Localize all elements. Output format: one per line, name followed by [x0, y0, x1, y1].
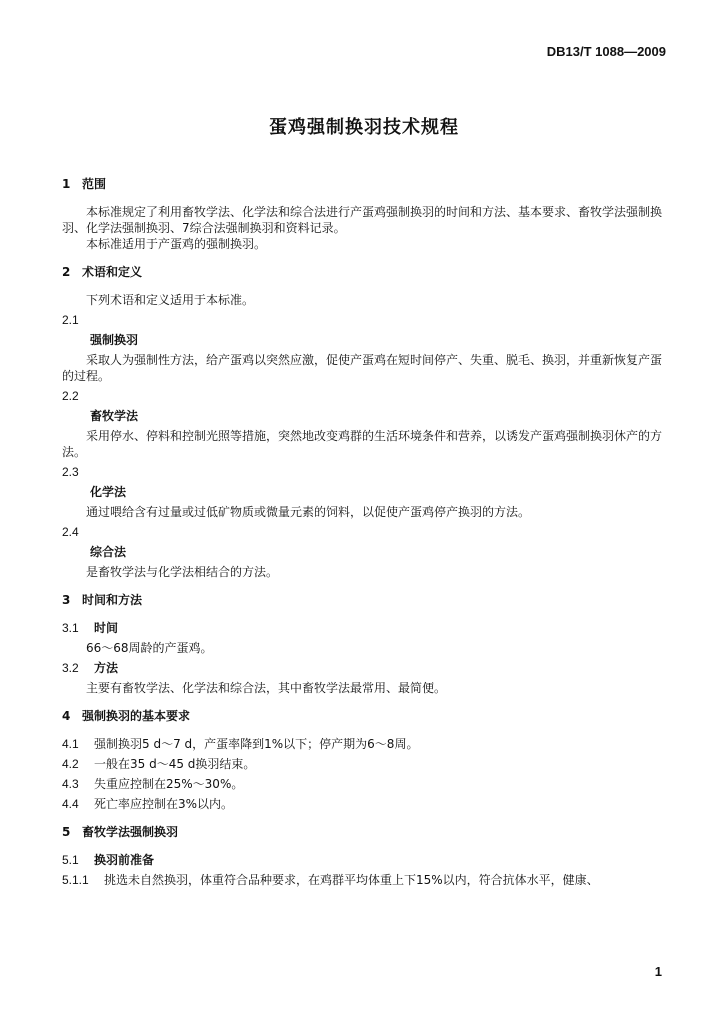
term-definition: 采用停水、停料和控制光照等措施，突然地改变鸡群的生活环境条件和营养，以诱发产蛋鸡强制换羽休产的方法。: [62, 429, 663, 459]
clause-number: 2.3: [62, 465, 79, 479]
item-text: 一般在35 d～45 d换羽结束。: [94, 757, 256, 771]
term-definition: 是畜牧学法与化学法相结合的方法。: [86, 565, 279, 579]
section-1-heading: [62, 176, 666, 192]
item-text: 失重应控制在25%～30%。: [94, 777, 244, 791]
section-title: 术语和定义: [82, 265, 143, 279]
scope-paragraph-1: 本标准规定了利用畜牧学法、化学法和综合法进行产蛋鸡强制换羽的时间和方法、基本要求、畜牧学法强制换羽、化学法强制换羽、7综合法强制换羽和资料记录。: [62, 205, 663, 235]
subsection-number: 3.1: [62, 621, 79, 635]
subsection-3-2: [62, 660, 666, 676]
item-text: 挑选未自然换羽，体重符合品种要求，在鸡群平均体重上下15%以内，符合抗体水平，健康、: [104, 873, 599, 887]
item-number: 5.1.1: [62, 873, 89, 887]
section-title: 强制换羽的基本要求: [82, 709, 191, 723]
terms-intro: 下列术语和定义适用于本标准。: [86, 293, 255, 307]
requirement-item: [62, 736, 666, 752]
section-number: 5: [62, 825, 71, 839]
section-title: 范围: [82, 177, 107, 191]
section-title: 畜牧学法强制换羽: [82, 825, 179, 839]
requirement-item: [62, 796, 666, 812]
subsection-title: 换羽前准备: [94, 853, 155, 867]
term-name: 综合法: [90, 545, 127, 559]
item-text: 强制换羽5 d～7 d，产蛋率降到1%以下；停产期为6～8周。: [94, 737, 419, 751]
item-number: 4.3: [62, 777, 79, 791]
subsection-text: 主要有畜牧学法、化学法和综合法，其中畜牧学法最常用、最简便。: [86, 681, 447, 695]
clause-number: 2.4: [62, 525, 79, 539]
section-number: 1: [62, 177, 71, 191]
subsection-3-1: [62, 620, 666, 636]
item-number: 4.4: [62, 797, 79, 811]
term-name: 化学法: [90, 485, 127, 499]
subsection-title: 时间: [94, 621, 119, 635]
section-4-heading: [62, 708, 666, 724]
subsection-title: 方法: [94, 661, 119, 675]
subsection-5-1: [62, 852, 666, 868]
section-number: 4: [62, 709, 71, 723]
section-number: 2: [62, 265, 71, 279]
section-title: 时间和方法: [82, 593, 143, 607]
section-3-heading: [62, 592, 666, 608]
subsection-number: 5.1: [62, 853, 79, 867]
section-2-heading: [62, 264, 666, 280]
term-name: 畜牧学法: [90, 409, 139, 423]
item-text: 死亡率应控制在3%以内。: [94, 797, 234, 811]
scope-paragraph-2: 本标准适用于产蛋鸡的强制换羽。: [86, 237, 267, 251]
section-number: 3: [62, 593, 71, 607]
term-definition: 采取人为强制性方法，给产蛋鸡以突然应激，促使产蛋鸡在短时间停产、失重、脱毛、换羽，并重新恢复产蛋的过程。: [62, 353, 663, 383]
page-number: 1: [654, 964, 662, 979]
clause-5-1-1: [62, 872, 666, 888]
term-name: 强制换羽: [90, 333, 139, 347]
section-5-heading: [62, 824, 666, 840]
subsection-number: 3.2: [62, 661, 79, 675]
clause-number: 2.1: [62, 313, 79, 327]
item-number: 4.1: [62, 737, 79, 751]
requirement-item: [62, 776, 666, 792]
item-number: 4.2: [62, 757, 79, 771]
standard-code: DB13/T 1088—2009: [546, 44, 666, 59]
document-title: 蛋鸡强制换羽技术规程: [269, 117, 459, 138]
term-definition: 通过喂给含有过量或过低矿物质或微量元素的饲料，以促使产蛋鸡停产换羽的方法。: [86, 505, 531, 519]
subsection-text: 66～68周龄的产蛋鸡。: [86, 641, 213, 655]
document-body: [62, 176, 666, 888]
requirement-item: [62, 756, 666, 772]
clause-number: 2.2: [62, 389, 79, 403]
